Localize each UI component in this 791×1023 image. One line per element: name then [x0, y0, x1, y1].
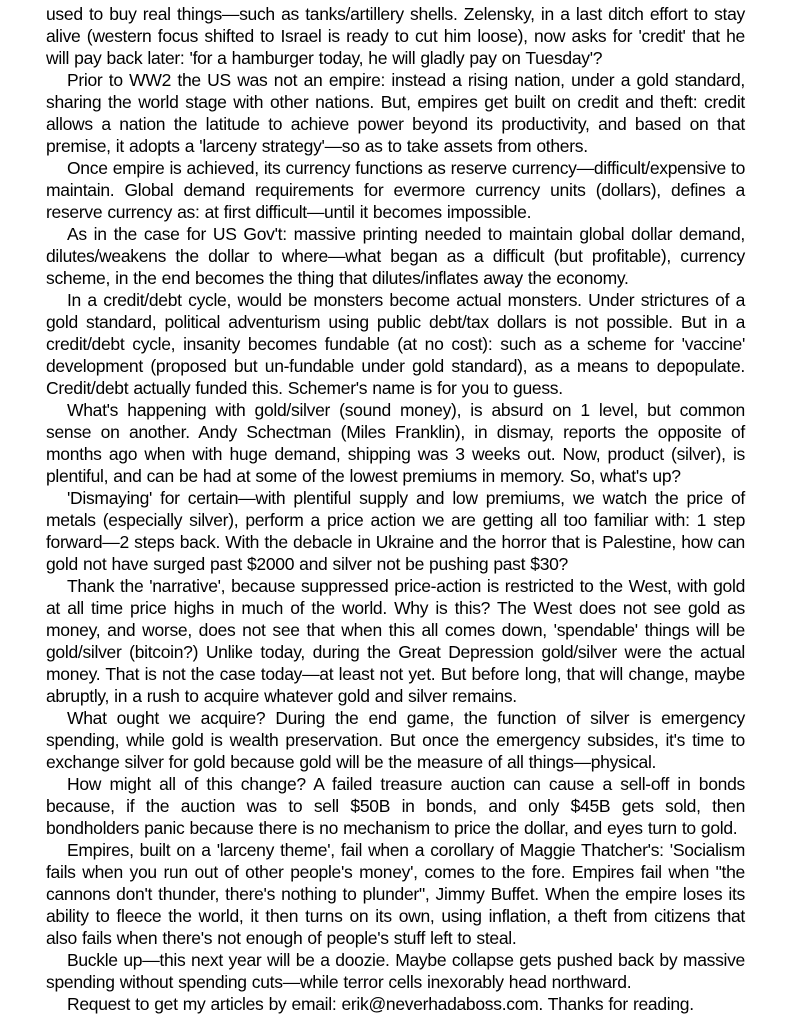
- paragraph: What's happening with gold/silver (sound money), is absurd on 1 level, but common sense on another. Andy Schectman (Miles Franklin), in dismay, reports the opposite of months ago when with huge demand, shipping was 3 weeks out. Now, product (silver), is plentiful, and can be had at some of the lowest premiums in memory. So, what's up?: [46, 400, 745, 486]
- paragraph: Buckle up—this next year will be a doozie. Maybe collapse gets pushed back by massive spending without spending cuts—while terror cells inexorably head northward.: [46, 950, 745, 992]
- article-body: [46, 3, 745, 1015]
- paragraph: As in the case for US Gov't: massive printing needed to maintain global dollar demand, dilutes/weakens the dollar to where—what began as a difficult (but profitable), currency scheme, in the end becomes the thing that dilutes/inflates away the economy.: [46, 224, 745, 288]
- paragraph: 'Dismaying' for certain—with plentiful supply and low premiums, we watch the price of metals (especially silver), perform a price action we are getting all too familiar with: 1 step forward—2 steps back. With the debacle in Ukraine and the horror that is Palestine, how can gold not have surged past $2000 and silver not be pushing past $30?: [46, 488, 745, 574]
- paragraph: What ought we acquire? During the end game, the function of silver is emergency spending, while gold is wealth preservation. But once the emergency subsides, it's time to exchange silver for gold because gold will be the measure of all things—physical.: [46, 708, 745, 772]
- paragraph: Empires, built on a 'larceny theme', fail when a corollary of Maggie Thatcher's: 'Socialism fails when you run out of other people's money', comes to the fore. Empires fail when "the cannons don't thunder, there's nothing to plunder", Jimmy Buffet. When the empire loses its ability to fleece the world, it then turns on its own, using inflation, a theft from citizens that also fails when there's not enough of people's stuff left to steal.: [46, 840, 745, 948]
- paragraph: Once empire is achieved, its currency functions as reserve currency—difficult/expensive to maintain. Global demand requirements for evermore currency units (dollars), defines a reserve currency as: at first difficult—until it becomes impossible.: [46, 158, 745, 222]
- paragraph: Prior to WW2 the US was not an empire: instead a rising nation, under a gold standard, sharing the world stage with other nations. But, empires get built on credit and theft: credit allows a nation the latitude to achieve power beyond its productivity, and based on that premise, it adopts a 'larceny strategy'—so as to take assets from others.: [46, 70, 745, 156]
- paragraph: Thank the 'narrative', because suppressed price-action is restricted to the West, with gold at all time price highs in much of the world. Why is this? The West does not see gold as money, and worse, does not see that when this all comes down, 'spendable' things will be gold/silver (bitcoin?) Unlike today, during the Great Depression gold/silver were the actual money. That is not the case today—at least not yet. But before long, that will change, maybe abruptly, in a rush to acquire whatever gold and silver remains.: [46, 576, 745, 706]
- paragraph: In a credit/debt cycle, would be monsters become actual monsters. Under strictures of a gold standard, political adventurism using public debt/tax dollars is not possible. But in a credit/debt cycle, insanity becomes fundable (at no cost): such as a scheme for 'vaccine' development (proposed but un-fundable under gold standard), as a means to depopulate. Credit/debt actually funded this. Schemer's name is for you to guess.: [46, 290, 745, 398]
- paragraph: used to buy real things—such as tanks/artillery shells. Zelensky, in a last ditch effort to stay alive (western focus shifted to Israel is ready to cut him loose), now asks for 'credit' that he will pay back later: 'for a hamburger today, he will gladly pay on Tuesday'?: [46, 4, 745, 68]
- paragraph: Request to get my articles by email: erik@neverhadaboss.com. Thanks for reading.: [67, 994, 694, 1014]
- paragraph: How might all of this change? A failed treasure auction can cause a sell-off in bonds because, if the auction was to sell $50B in bonds, and only $45B gets sold, then bondholders panic because there is no mechanism to price the dollar, and eyes turn to gold.: [46, 774, 745, 838]
